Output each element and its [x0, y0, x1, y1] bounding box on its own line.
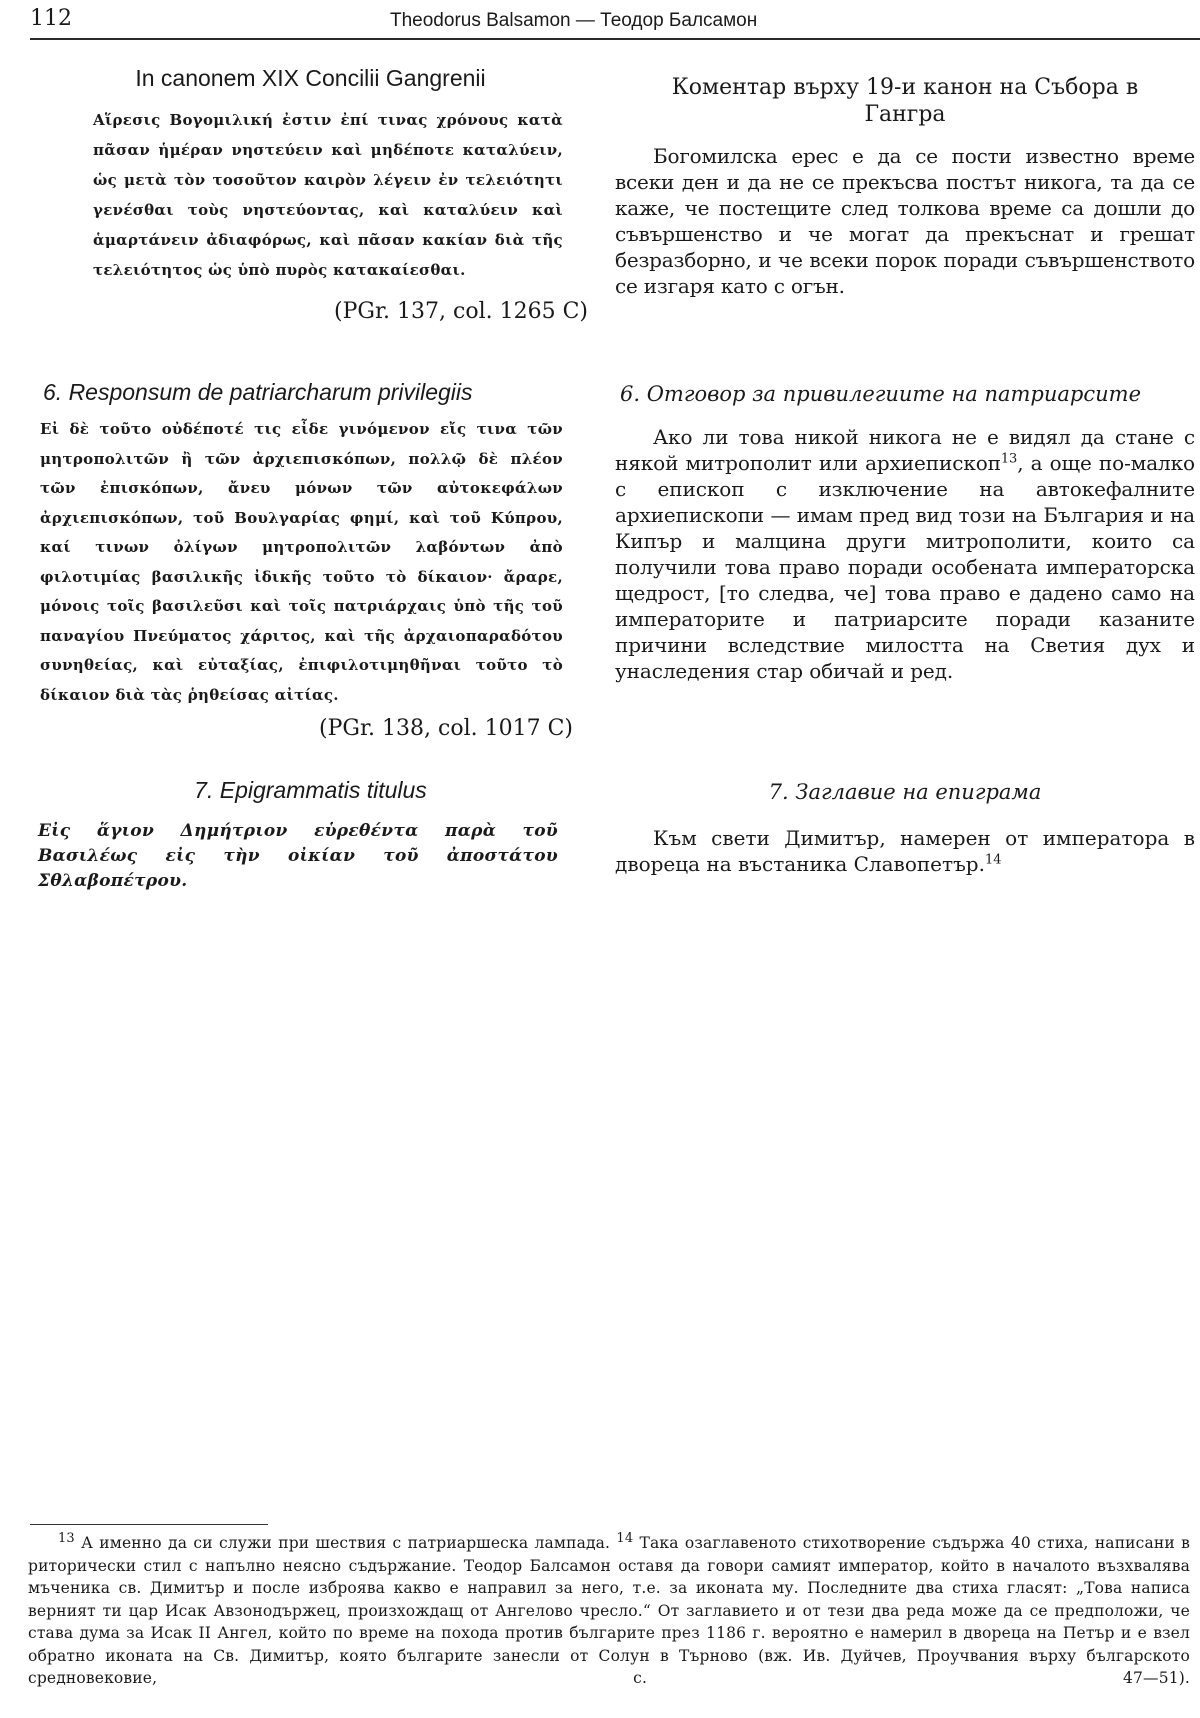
section5-latin-title: In canonem XIX Concilii Gangrenii: [135, 65, 486, 91]
footnotes: [28, 1532, 1190, 1690]
page-header: [30, 4, 1200, 40]
footnote-14-mark: 14: [616, 1530, 634, 1546]
running-title: Theodorus Balsamon — Теодор Балсамон: [390, 10, 758, 31]
section7-greek-text: Εἰς ἅγιον Δημήτριον εὑρεθέντα παρὰ τοῦ Βασιλέως εἰς τὴν οἰκίαν τοῦ ἀποστάτου Σθλαβοπέτρου.: [38, 821, 558, 891]
footnote-14-text: Така озаглавеното стихотворение съдържа 40 стиха, написани в риторически стил с напълно неясно съдържание. Теодор Балсамон оставя да говори самият император, който в началото възхвалява мъченика св. Димитър и после изброява какво е направил за него, т.е. за иконата му. Последните два стиха гласят: „Това написа верният ти цар Исак Авзонодържец, произхождащ от Ангелово чресло.“ От заглавието и от тези два реда може да се предположи, че става дума за Исак II Ангел, който по време на похода против българите през 1186 г. вероятно е намерил в двореца на Петър и е взел обратно иконата на Св. Димитър, която българите занесли от Солун в Търново (вж. Ив. Дуйчев, Проучвания върху българското средновековие, с. 47—51).: [28, 1534, 1190, 1687]
section7-bulgarian-text: [615, 825, 1195, 877]
section6-greek-text: Εἰ δὲ τοῦτο οὐδέποτέ τις εἶδε γινόμενον εἴς τινα τῶν μητροπολιτῶν ἢ τῶν ἀρχιεπισκόπων, πολλῷ δὲ πλέον τῶν ἐπισκόπων, ἄνευ μόνων τῶν αὐτοκεφάλων ἀρχιεπισκόπων, τοῦ Βουλγαρίας φημί, καὶ τοῦ Κύπρου, καί τινων ὀλίγων μητροπολιτῶν λαβόντων ἀπὸ φιλοτιμίας βασιλικῆς ἰδικῆς τοῦτο τὸ δίκαιον· ἄραρε, μόνοις τοῖς βασιλεῦσι καὶ τοῖς πατριάρχαις ὑπὸ τῆς τοῦ παναγίου Πνεύματος χάριτος, καὶ τῆς ἀρχαιοπαραδότου συνηθείας, καὶ εὐταξίας, ἐπιφιλοτιμηθῆναι τοῦτο τὸ δίκαιον διὰ τὰς ῥηθείσας αἰτίας.: [40, 420, 563, 704]
section5-latin-column: [28, 64, 593, 324]
footnote-ref-14: 14: [984, 852, 1002, 868]
section5-bulgarian-title: Коментар върху 19-и канон на Събора в Гангра: [671, 75, 1139, 127]
footnote-block: [28, 1532, 1190, 1690]
section6-bulgarian-text-part2: , а още по-малко с епископ с изключение на автокефалните архиепископи — имам пред вид този на България и на Кипър и малцина други митрополити, които са получили това право поради особената императорска щедрост, [то следва, че] това право е дадено само на императорите и патриарсите поради казаните причини вследствие милостта на Светия дух и унаследения стар обичай и ред.: [615, 451, 1195, 683]
section6-bulgarian-column: [615, 380, 1195, 684]
section7-bulgarian-title: 7. Заглавие на епиграма: [768, 780, 1042, 804]
section5-bulgarian-column: [615, 74, 1195, 299]
footnote-ref-13: 13: [1000, 451, 1018, 467]
section5-reference: (PGr. 137, col. 1265 C): [333, 299, 588, 324]
section6-bulgarian-text-part1: Ако ли това никой никога не е видял да стане с някой митрополит или архиепископ: [615, 425, 1195, 475]
section5-greek-text: Αἵρεσις Βογομιλική ἐστιν ἐπί τινας χρόνους κατὰ πᾶσαν ἡμέραν νηστεύειν καὶ μηδέποτε καταλύειν, ὡς μετὰ τὸν τοσοῦτον καιρὸν λέγειν ἐν τελειότητι γενέσθαι τοὺς νηστεύοντας, καὶ καταλύειν καὶ ἁμαρτάνειν ἀδιαφόρως, καὶ πᾶσαν κακίαν διὰ τῆς τελειότητος ὡς ὑπὸ πυρὸς κατακαίεσθαι.: [93, 111, 563, 279]
section5-bulgarian-text: Богомилска ерес е да се пости известно време всеки ден и да не се прекъсва постът никога, та да се каже, че постещите след толкова време са дошли до съвършенство и че могат да прекъснат и грешат безразборно, и че всеки порок поради съвършенството се изгаря като с огън.: [615, 144, 1195, 298]
section6-reference: (PGr. 138, col. 1017 C): [318, 716, 573, 741]
section7-latin-title: 7. Epigrammatis titulus: [194, 777, 427, 803]
section7-bulgarian-text-body: Към свети Димитър, намерен от императора в двореца на въстаника Славопетър.: [615, 826, 1195, 876]
footnote-13-mark: 13: [58, 1530, 75, 1546]
section6-latin-column: [28, 378, 593, 741]
section6-bulgarian-text: [615, 424, 1195, 684]
footnote-divider: [30, 1524, 268, 1525]
footnote-13-text: А именно да си служи при шествия с патриаршеска лампада.: [81, 1534, 611, 1552]
section7-bulgarian-column: [615, 778, 1195, 877]
section6-latin-title: 6. Responsum de patriarcharum privilegiis: [43, 379, 473, 405]
section7-latin-column: [28, 776, 593, 894]
page-number: 112: [30, 6, 72, 31]
section6-bulgarian-title: 6. Отговор за привилегиите на патриарсите: [620, 382, 1141, 406]
